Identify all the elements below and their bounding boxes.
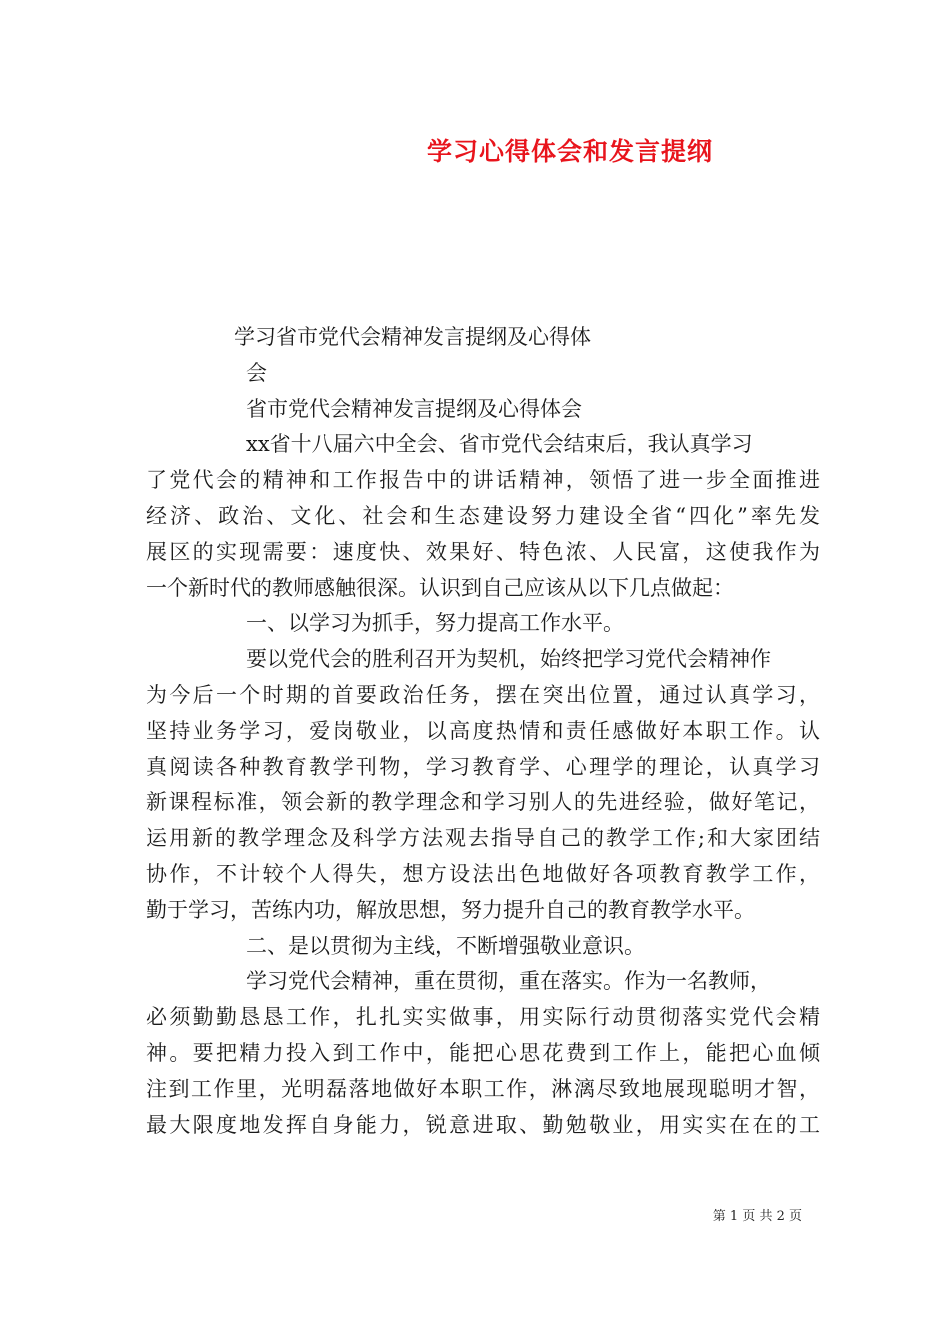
section-1-line-8: 勤于学习，苦练内功，解放思想，努力提升自己的教育教学水平。 xyxy=(146,897,755,922)
section-2-heading: 二、是以贯彻为主线，不断增强敬业意识。 xyxy=(246,933,645,958)
document-body xyxy=(146,320,820,1143)
document-title: 学习心得体会和发言提纲 xyxy=(426,137,713,166)
heading-line-1: 学习省市党代会精神发言提纲及心得体 xyxy=(234,325,591,349)
heading-line-2: 会 xyxy=(246,360,267,385)
section-2-line-3: 神。要把精力投入到工作中，能把心思花费到工作上，能把心血倾 xyxy=(146,1040,820,1065)
subheading: 省市党代会精神发言提纲及心得体会 xyxy=(246,396,582,421)
section-1-line-4: 真阅读各种教育教学刊物，学习教育学、心理学的理论，认真学习 xyxy=(146,754,820,779)
section-1-heading: 一、以学习为抓手，努力提高工作水平。 xyxy=(246,611,624,636)
section-2-line-1: 学习党代会精神，重在贯彻，重在落实。作为一名教师， xyxy=(246,969,771,994)
paragraph-1-line-4: 展区的实现需要：速度快、效果好、特色浓、人民富，这使我作为 xyxy=(146,539,820,564)
section-2-line-5: 最大限度地发挥自身能力，锐意进取、勤勉敬业，用实实在在的工 xyxy=(146,1112,820,1137)
section-1-line-1: 要以党代会的胜利召开为契机，始终把学习党代会精神作 xyxy=(246,647,771,672)
section-1-line-2: 为今后一个时期的首要政治任务，摆在突出位置，通过认真学习， xyxy=(146,682,820,707)
section-2-line-4: 注到工作里，光明磊落地做好本职工作，淋漓尽致地展现聪明才智， xyxy=(146,1076,820,1101)
section-1-line-7: 协作，不计较个人得失，想方设法出色地做好各项教育教学工作， xyxy=(146,861,820,886)
section-2-line-2: 必须勤勤恳恳工作，扎扎实实做事，用实际行动贯彻落实党代会精 xyxy=(146,1005,820,1030)
section-1-line-3: 坚持业务学习，爱岗敬业，以高度热情和责任感做好本职工作。认 xyxy=(146,718,820,743)
section-1-line-5: 新课程标准，领会新的教学理念和学习别人的先进经验，做好笔记， xyxy=(146,790,820,815)
paragraph-1-line-5: 一个新时代的教师感触很深。认识到自己应该从以下几点做起： xyxy=(146,575,734,600)
paragraph-1-line-3: 经济、政治、文化、社会和生态建设努力建设全省“四化”率先发 xyxy=(146,503,820,528)
paragraph-1-line-1: xx省十八届六中全会、省市党代会结束后，我认真学习 xyxy=(246,432,753,457)
page-indicator: 第 1 页 共 2 页 xyxy=(712,1209,802,1224)
paragraph-1-line-2: 了党代会的精神和工作报告中的讲话精神，领悟了进一步全面推进 xyxy=(146,468,820,493)
section-1-line-6: 运用新的教学理念及科学方法观去指导自己的教学工作;和大家团结 xyxy=(146,826,820,851)
